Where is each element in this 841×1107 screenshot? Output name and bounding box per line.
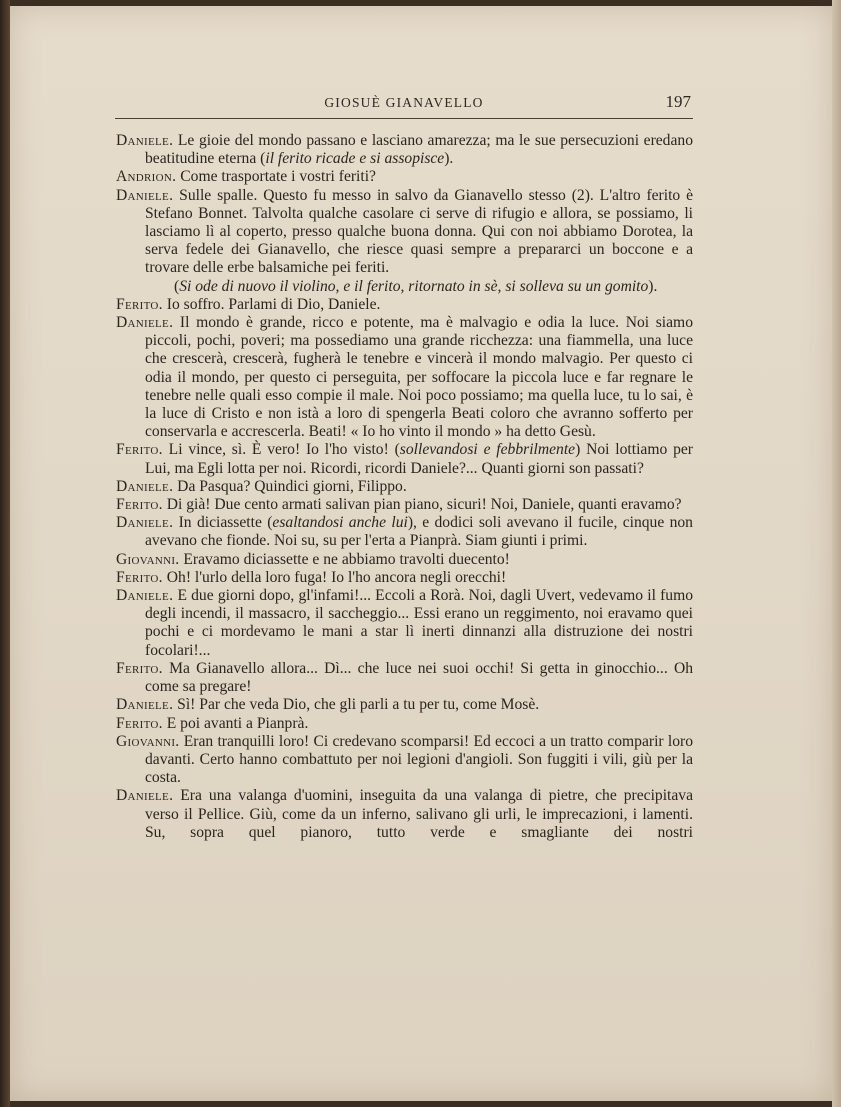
dialogue-line — [116, 514, 693, 550]
dialogue-line — [116, 496, 693, 514]
speaker-name: Ferito. — [116, 295, 163, 313]
speaker-name: Giovanni. — [116, 550, 180, 568]
speech-text: Il mondo è grande, ricco e potente, ma è malvagio e odia la luce. Noi siamo piccoli, pochi, poveri; ma possediamo una grande ricchezza: una fiammella, una luce che crescerà, crescerà, fugherà le tenebre e vincerà il mondo malvagio. Per questo ci odia il mondo, per questo ci perseguita, per soffocare la piccola luce e far regnare le tenebre nelle quali esso compie il male. Noi poco possiamo; ma quella luce, tu lo sai, è la luce di Cristo e non istà a loro di spengerla Beati coloro che avranno sofferto per conservarla e accrescerla. Beati! « Io ho vinto il mondo » ha detto Gesù. — [145, 314, 693, 441]
stage-direction: (Si ode di nuovo il violino, e il ferito, ritornato in sè, si solleva su un gomito). — [174, 277, 658, 295]
speaker-name: Ferito. — [116, 659, 163, 677]
speaker-name: Giovanni. — [116, 732, 180, 750]
speech-text: Le gioie del mondo passano e lasciano amarezza; ma le sue persecuzioni eredano beatitudine eterna ( — [145, 132, 693, 168]
speech-text-continued: ). — [444, 150, 454, 168]
speech-text-continued: ), e dodici soli avevano il fucile, cinque non avevano che fionde. Noi su, su per l'erta a Pianprà. Siam giunti i primi. — [145, 514, 693, 550]
dialogue-text — [116, 132, 693, 842]
dialogue-line — [116, 314, 693, 441]
speech-text: Sì! Par che veda Dio, che gli parli a tu per tu, come Mosè. — [173, 696, 540, 714]
speaker-name: Ferito. — [116, 441, 163, 459]
speech-text: Li vince, sì. È vero! Io l'ho visto! ( — [162, 441, 400, 459]
speaker-name: Daniele. — [116, 186, 174, 204]
dialogue-line — [116, 551, 693, 569]
dialogue-line — [116, 187, 693, 278]
inline-stage-direction: sollevandosi e febbrilmente — [399, 441, 576, 459]
dialogue-line — [116, 441, 693, 477]
speaker-name: Andrion. — [116, 168, 177, 186]
dialogue-line — [116, 715, 693, 733]
speaker-name: Daniele. — [116, 514, 174, 532]
speech-text: Eran tranquilli loro! Ci credevano scomparsi! Ed eccoci a un tratto comparir loro davanti. Certo hanno combattuto per noi legioni d'angioli. Son fuggiti i vili, giù per la costa. — [145, 732, 693, 787]
page-edge — [832, 0, 841, 1107]
speech-text: Come trasportate i vostri feriti? — [176, 168, 376, 186]
dialogue-line — [116, 733, 693, 788]
speech-text: In diciassette ( — [173, 514, 273, 532]
speech-text: E poi avanti a Pianprà. — [162, 714, 309, 732]
speech-text-continued: ) Noi lottiamo per Lui, ma Egli lotta per noi. Ricordi, ricordi Daniele?... Quanti giorni son passati? — [145, 441, 693, 477]
inline-stage-direction: il ferito ricade e si assopisce — [265, 150, 445, 168]
dialogue-line — [116, 132, 693, 168]
speaker-name: Daniele. — [116, 587, 174, 605]
speaker-name: Daniele. — [116, 132, 174, 149]
dialogue-line — [116, 168, 693, 186]
speech-text: Oh! l'urlo della loro fuga! Io l'ho ancora negli orecchi! — [162, 568, 507, 586]
speaker-name: Daniele. — [116, 314, 174, 332]
speech-text: Era una valanga d'uomini, inseguita da una valanga di pietre, che precipitava verso il Pellice. Giù, come da un inferno, salivano gli urli, le imprecazioni, i lamenti. Su, sopra quel pianoro, tutto verde e smagliante dei nostri — [145, 787, 693, 841]
speaker-name: Daniele. — [116, 787, 174, 805]
stage-direction-text: Si ode di nuovo il violino, e il ferito, ritornato in sè, si solleva su un gomito — [179, 277, 649, 295]
page-number: 197 — [665, 92, 691, 111]
dialogue-line — [116, 478, 693, 496]
book-binding-edge — [0, 0, 10, 1107]
speaker-name: Ferito. — [116, 496, 163, 514]
dialogue-line — [116, 696, 693, 714]
speaker-name: Daniele. — [116, 477, 174, 495]
speech-text: Eravamo diciassette e ne abbiamo travolti duecento! — [179, 550, 510, 568]
dialogue-line — [116, 787, 693, 842]
dialogue-line — [116, 569, 693, 587]
speech-text: Da Pasqua? Quindici giorni, Filippo. — [173, 477, 407, 495]
speaker-name: Ferito. — [116, 714, 163, 732]
page-header — [115, 92, 693, 119]
speech-text: Sulle spalle. Questo fu messo in salvo da Gianavello stesso (2). L'altro ferito è Stefano Bonnet. Talvolta qualche casolare ci serve di rifugio e allora, se possiamo, li lasciamo lì al coperto, presso qualche buona donna. Qui con noi abbiamo Dorotea, la serva fedele dei Gianavello, che riesce quasi sempre a prepararci un boccone e a trovare delle erbe balsamiche pei feriti. — [145, 186, 693, 277]
inline-stage-direction: esaltandosi anche lui — [272, 514, 408, 532]
dialogue-line — [116, 660, 693, 696]
speaker-name: Ferito. — [116, 568, 163, 586]
speech-text: E due giorni dopo, gl'infami!... Eccoli a Rorà. Noi, dagli Uvert, vedevamo il fumo degli incendi, il massacro, il saccheggio... Essi erano un reggimento, noi eravamo quei pochi e ci mordevamo le mani a star lì inerti dinnanzi alla distruzione dei nostri focolari!... — [145, 587, 693, 659]
speech-text: Ma Gianavello allora... Dì... che luce nei suoi occhi! Si getta in ginocchio... Oh come sa pregare! — [145, 659, 693, 696]
speech-text: Io soffro. Parlami di Dio, Daniele. — [162, 295, 381, 313]
speech-text: Di già! Due cento armati salivan pian piano, sicuri! Noi, Daniele, quanti eravamo? — [162, 496, 682, 514]
dialogue-line — [116, 296, 693, 314]
speaker-name: Daniele. — [116, 696, 174, 714]
running-title: GIOSUÈ GIANAVELLO — [324, 95, 484, 110]
dialogue-line — [116, 587, 693, 660]
